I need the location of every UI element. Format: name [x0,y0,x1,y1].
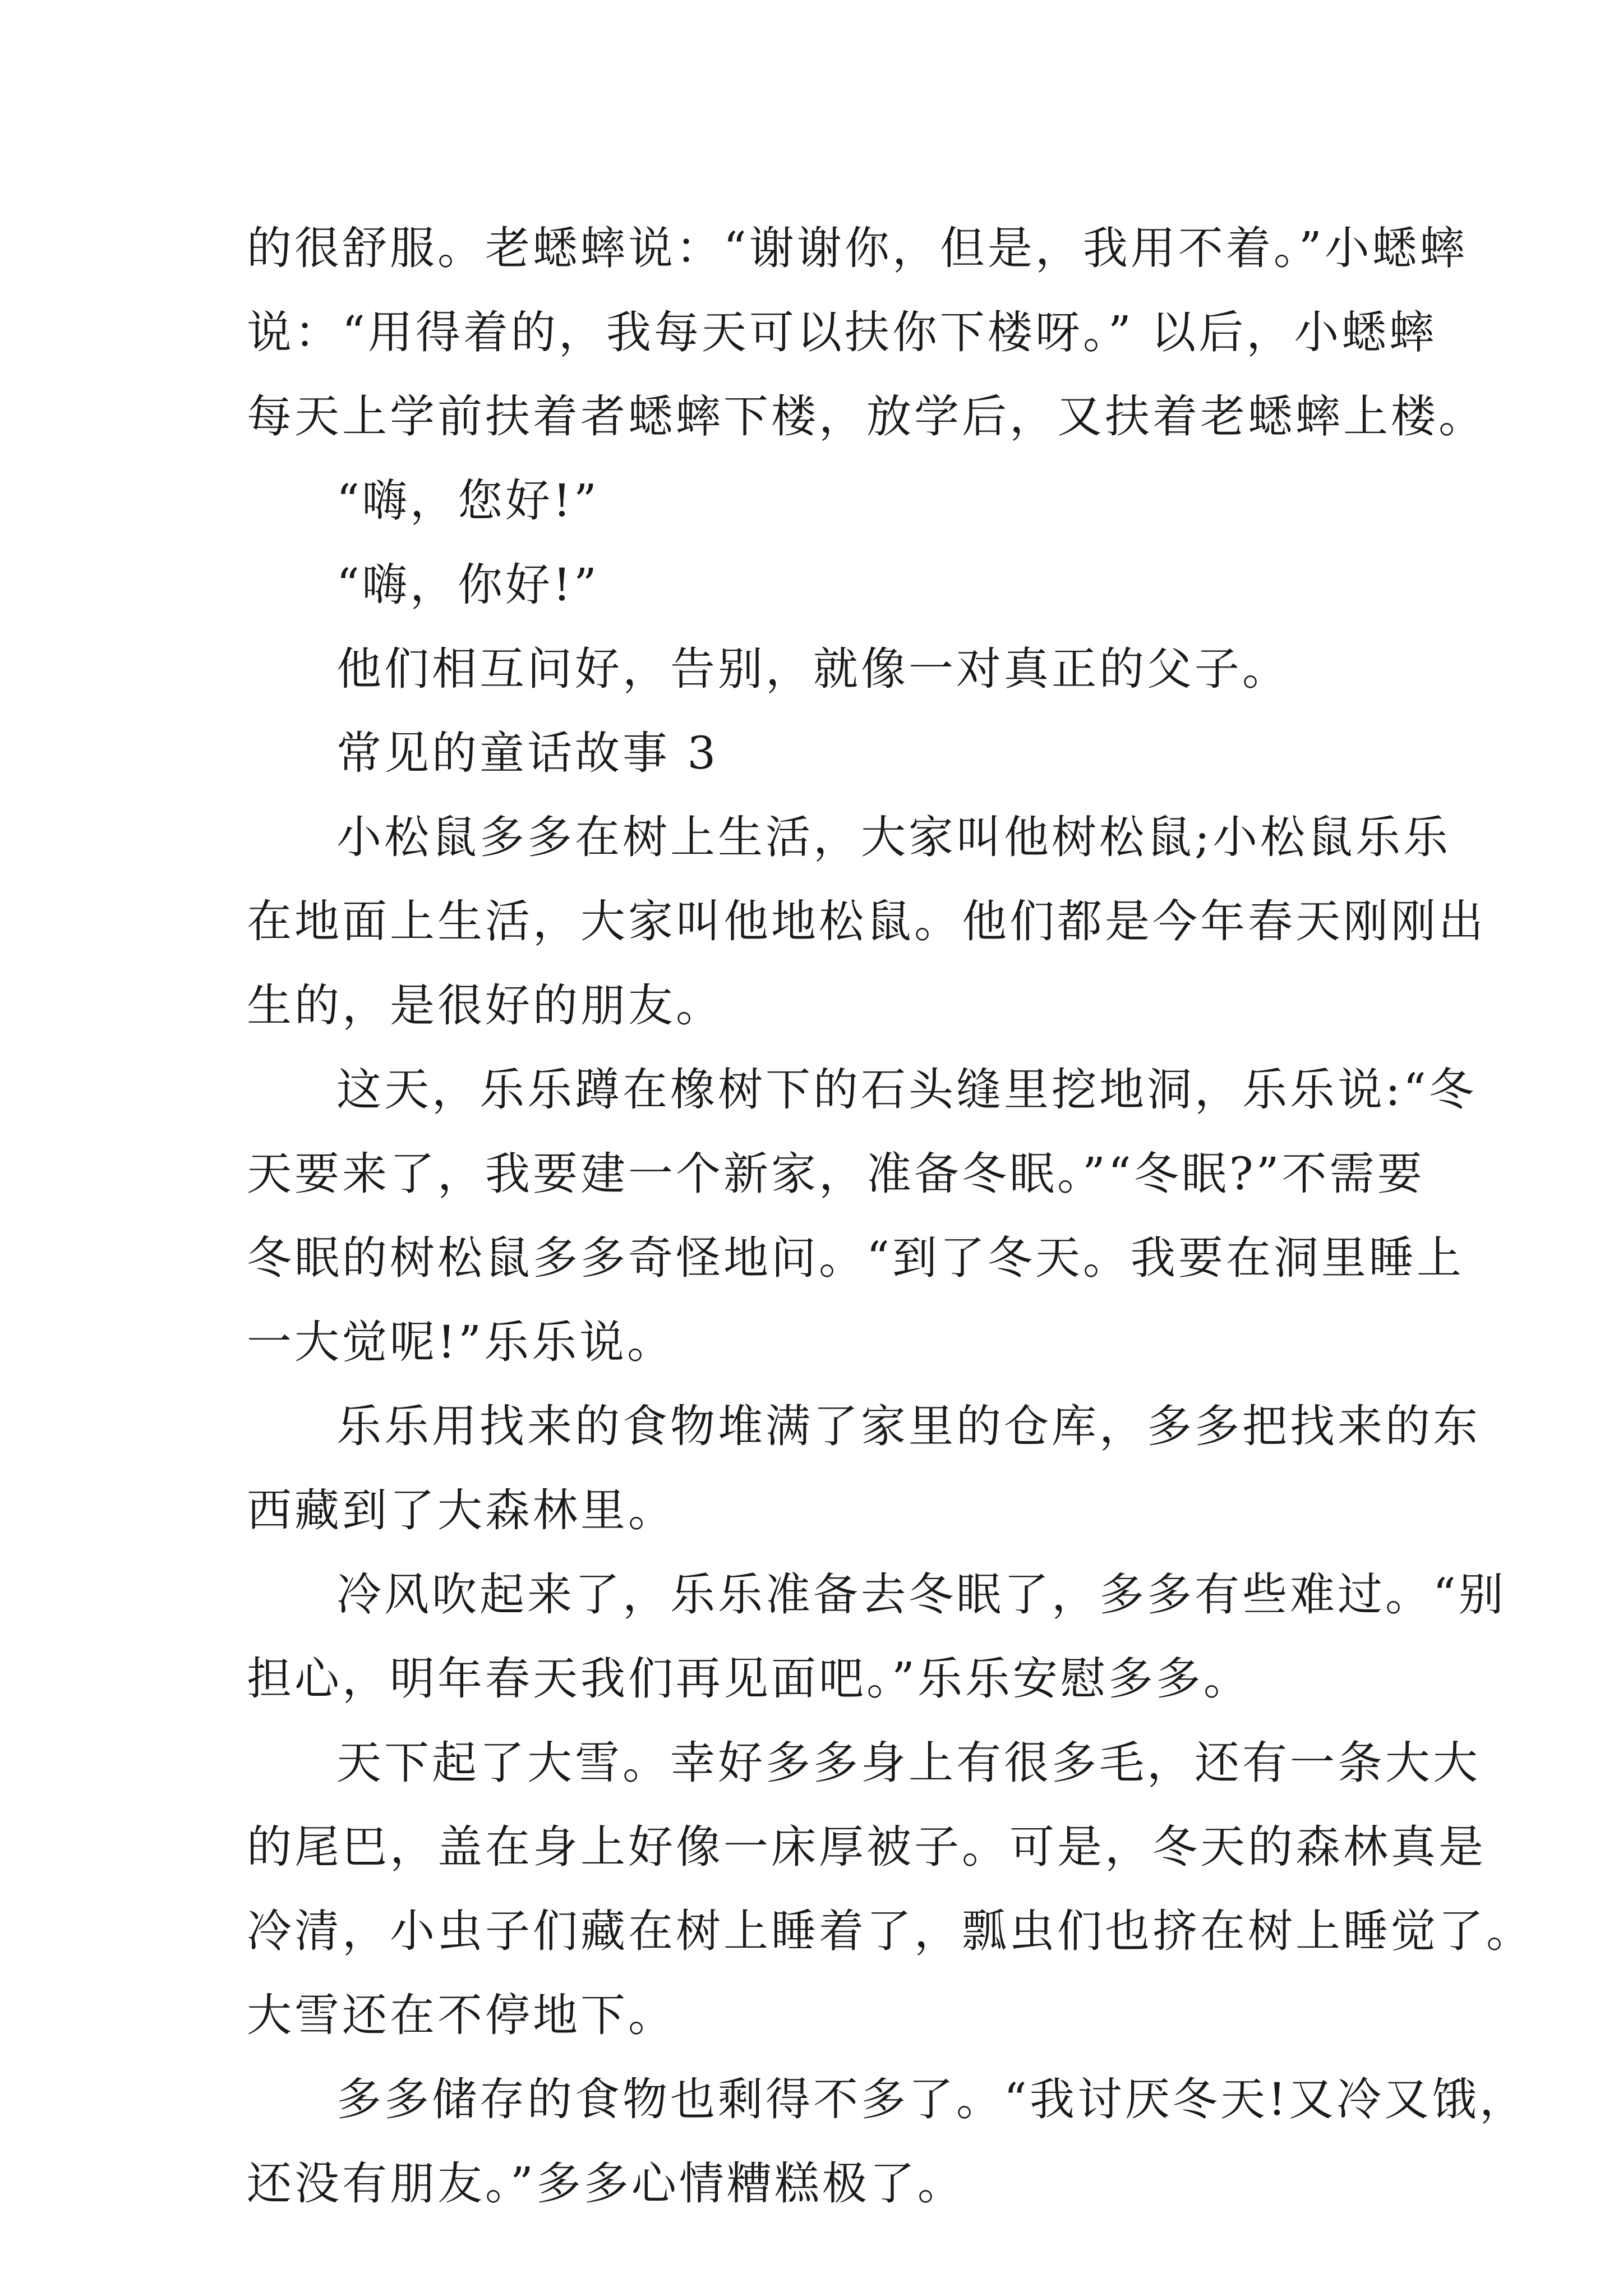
text-line: 西藏到了大森林里。 [247,1484,676,1536]
text-line: 天下起了大雪。幸好多多身上有很多毛，还有一条大大 [336,1737,1481,1789]
paragraph-7 [247,1048,1477,1384]
paragraph-2 [247,459,1380,543]
document-body [247,206,1534,2226]
text-line: 这天，乐乐蹲在橡树下的石头缝里挖地洞，乐乐说:“冬 [336,1064,1477,1116]
text-line: 每天上学前扶着者蟋蟀下楼，放学后，又扶着老蟋蟀上楼。 [247,390,1486,443]
text-line: 冬眠的树松鼠多多奇怪地问。“到了冬天。我要在洞里睡上 [247,1232,1464,1284]
text-line: 的尾巴，盖在身上好像一床厚被子。可是，冬天的森林真是 [247,1821,1486,1873]
paragraph-3 [247,543,1380,627]
text-line: 还没有朋友。”多多心情糟糕极了。 [247,2157,965,2210]
text-line: 多多储存的食物也剩得不多了。“我讨厌冬天!又冷又饿， [336,2073,1528,2125]
heading-text: 常见的童话故事 3 [336,727,719,779]
paragraph-8 [247,1384,1481,1553]
text-line: 冷清，小虫子们藏在树上睡着了，瓢虫们也挤在树上睡觉了。 [247,1905,1534,1957]
text-line: 的很舒服。老蟋蟀说：“谢谢你，但是，我用不着。”小蟋蟀 [247,222,1468,274]
text-line: 说：“用得着的，我每天可以扶你下楼呀。” 以后，小蟋蟀 [247,306,1437,358]
text-line: “嗨，您好!” [336,475,600,527]
paragraph-10 [247,1721,1534,2058]
section-heading [247,711,1380,795]
paragraph-9 [247,1553,1506,1721]
text-line: 冷风吹起来了，乐乐准备去冬眠了，多多有些难过。“别 [336,1568,1506,1621]
paragraph-1 [247,206,1486,459]
text-line: 乐乐用找来的食物堆满了家里的仓库，多多把找来的东 [336,1400,1481,1452]
text-line: 担心，明年春天我们再见面吧。”乐乐安慰多多。 [247,1653,1251,1705]
text-line: “嗨，你好!” [336,559,600,611]
paragraph-11 [247,2058,1528,2226]
text-line: 生的，是很好的朋友。 [247,979,723,1032]
text-line: 在地面上生活，大家叫他地松鼠。他们都是今年春天刚刚出 [247,895,1486,947]
text-line: 大雪还在不停地下。 [247,1989,676,2041]
text-line: 小松鼠多多在树上生活，大家叫他树松鼠;小松鼠乐乐 [336,811,1451,863]
text-line: 一大觉呢!”乐乐说。 [247,1316,675,1368]
text-line: 他们相互问好，告别，就像一对真正的父子。 [336,643,1290,695]
text-line: 天要来了，我要建一个新家，准备冬眠。”“冬眠?”不需要 [247,1148,1425,1200]
paragraph-4 [247,627,1380,711]
paragraph-6 [247,795,1486,1048]
